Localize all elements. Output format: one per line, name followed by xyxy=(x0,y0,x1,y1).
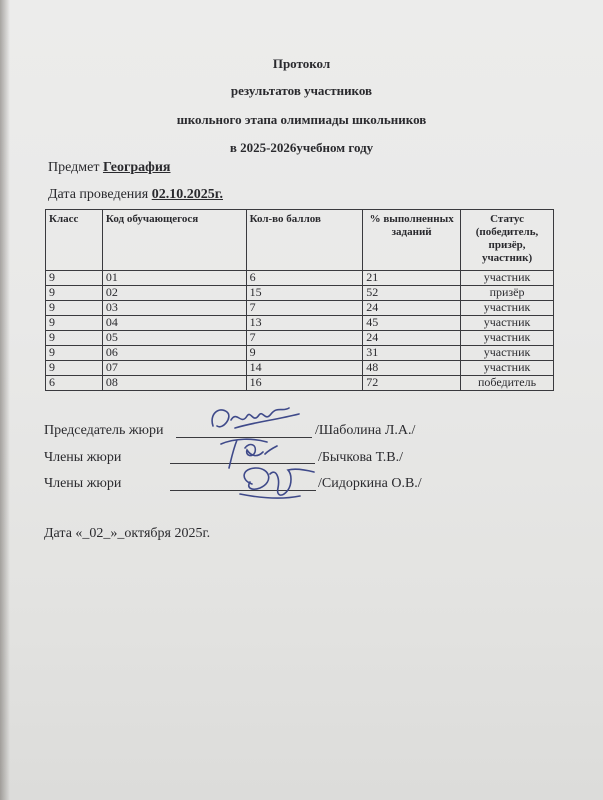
cell-status: победитель xyxy=(461,376,554,391)
protocol-subtitle-1: результатов участников xyxy=(230,83,373,98)
cell-status: участник xyxy=(461,301,554,316)
chair-label: Председатель жюри xyxy=(44,423,164,438)
cell-score: 15 xyxy=(246,286,363,301)
cell-class: 9 xyxy=(46,346,103,361)
cell-class: 9 xyxy=(46,331,103,346)
cell-score: 9 xyxy=(246,346,363,361)
cell-student-code: 08 xyxy=(102,376,246,391)
cell-percent: 21 xyxy=(363,271,461,286)
cell-percent: 52 xyxy=(363,286,461,301)
cell-class: 9 xyxy=(46,286,103,301)
cell-score: 7 xyxy=(246,331,363,346)
cell-student-code: 05 xyxy=(102,331,246,346)
cell-status: участник xyxy=(461,331,554,346)
cell-percent: 31 xyxy=(363,346,461,361)
table-row xyxy=(46,271,554,286)
table-header-row xyxy=(46,210,554,271)
header-score: Кол-во баллов xyxy=(246,210,363,271)
exam-date-line xyxy=(48,187,223,203)
subject-label: Предмет xyxy=(48,160,100,175)
cell-score: 13 xyxy=(246,316,363,331)
cell-class: 6 xyxy=(46,376,103,391)
protocol-title: Протокол xyxy=(272,56,331,71)
table-row xyxy=(46,376,554,391)
table-row xyxy=(46,331,554,346)
table-row xyxy=(46,346,554,361)
cell-status: участник xyxy=(461,316,554,331)
header-class: Класс xyxy=(46,210,103,271)
cell-student-code: 02 xyxy=(102,286,246,301)
cell-class: 9 xyxy=(46,271,103,286)
cell-student-code: 01 xyxy=(102,271,246,286)
cell-percent: 72 xyxy=(363,376,461,391)
cell-percent: 48 xyxy=(363,361,461,376)
table-row xyxy=(46,301,554,316)
protocol-subtitle-3: в 2025-2026учебном году xyxy=(229,140,374,155)
cell-percent: 24 xyxy=(363,301,461,316)
member-name-2: /Сидоркина О.В./ xyxy=(318,476,422,491)
chair-name: /Шаболина Л.А./ xyxy=(315,423,416,438)
cell-student-code: 04 xyxy=(102,316,246,331)
member-signature-2 xyxy=(230,458,320,508)
header-percent: % выполненных заданий xyxy=(363,210,461,271)
cell-status: призёр xyxy=(461,286,554,301)
cell-score: 14 xyxy=(246,361,363,376)
table-row xyxy=(46,286,554,301)
member-label-1: Члены жюри xyxy=(44,450,122,465)
exam-date-label: Дата проведения xyxy=(48,187,149,202)
cell-class: 9 xyxy=(46,301,103,316)
cell-percent: 45 xyxy=(363,316,461,331)
cell-class: 9 xyxy=(46,361,103,376)
cell-class: 9 xyxy=(46,316,103,331)
cell-score: 7 xyxy=(246,301,363,316)
cell-student-code: 06 xyxy=(102,346,246,361)
cell-score: 6 xyxy=(246,271,363,286)
table-row xyxy=(46,316,554,331)
cell-status: участник xyxy=(461,271,554,286)
cell-status: участник xyxy=(461,361,554,376)
cell-student-code: 07 xyxy=(102,361,246,376)
header-status: Статус (победитель, призёр, участник) xyxy=(461,210,554,271)
cell-student-code: 03 xyxy=(102,301,246,316)
cell-percent: 24 xyxy=(363,331,461,346)
footer-date: Дата «_02_»_октября 2025г. xyxy=(44,526,211,541)
table-row xyxy=(46,361,554,376)
subject-value: География xyxy=(102,160,171,175)
header-student-code: Код обучающегося xyxy=(102,210,246,271)
cell-score: 16 xyxy=(246,376,363,391)
subject-line xyxy=(48,160,171,176)
protocol-subtitle-2: школьного этапа олимпиады школьников xyxy=(176,112,427,127)
results-table xyxy=(45,209,554,391)
cell-status: участник xyxy=(461,346,554,361)
exam-date-value: 02.10.2025г. xyxy=(151,187,223,202)
member-label-2: Члены жюри xyxy=(44,476,122,491)
member-name-1: /Бычкова Т.В./ xyxy=(318,450,403,465)
